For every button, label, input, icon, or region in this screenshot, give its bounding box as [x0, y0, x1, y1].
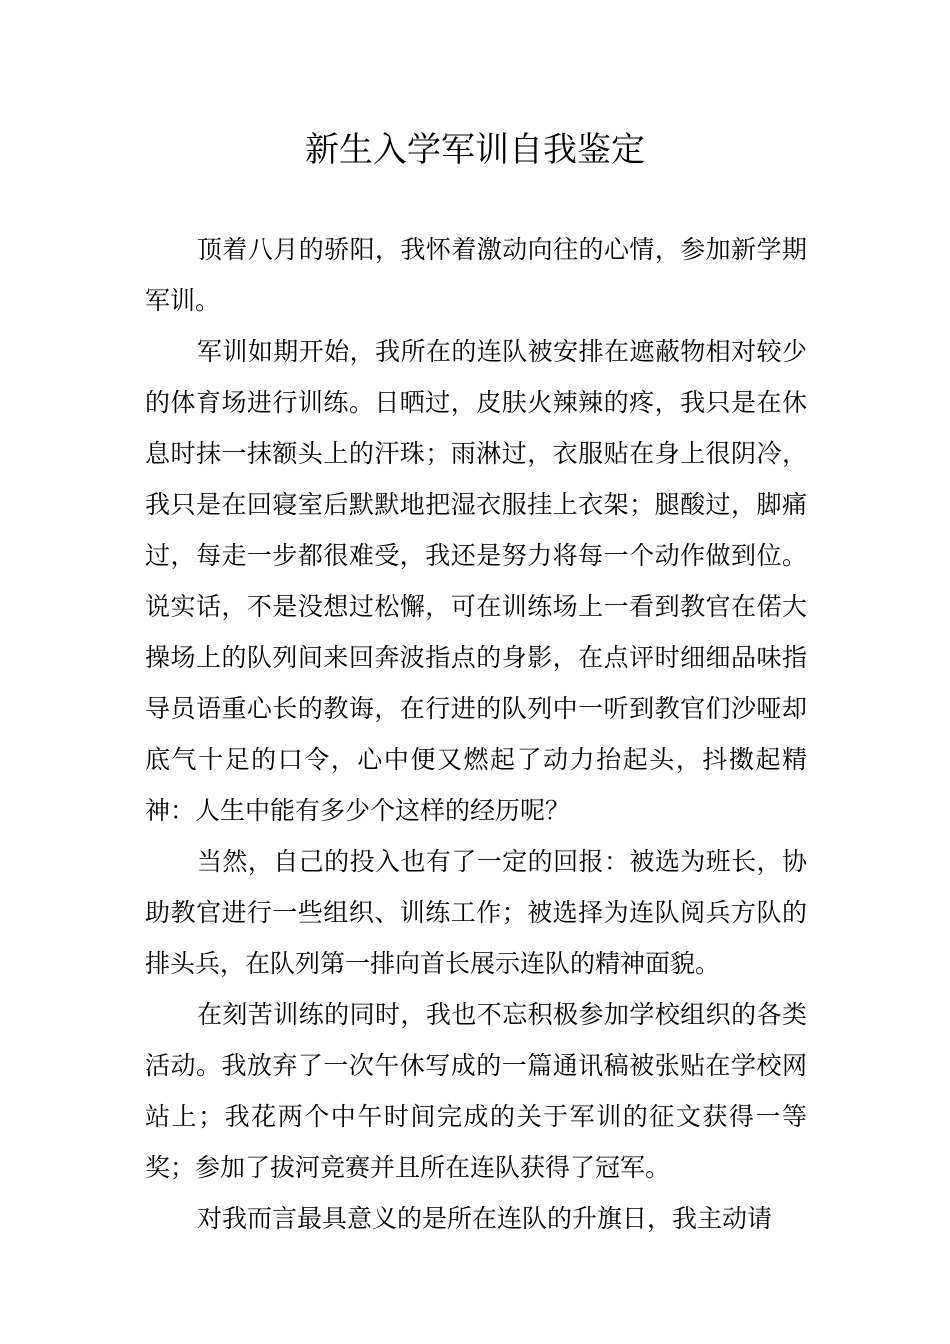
- document-title: 新生入学军训自我鉴定: [305, 130, 645, 170]
- paragraph-2: 军训如期开始，我所在的连队被安排在遮蔽物相对较少的体育场进行训练。日晒过，皮肤火辣辣的疼，我只是在休息时抹一抹额头上的汗珠；雨淋过，衣服贴在身上很阴冷，我只是在回寝室后默默地把湿衣服挂上衣架；腿酸过，脚痛过，每走一步都很难受，我还是努力将每一个动作做到位。说实话，不是没想过松懈，可在训练场上一看到教官在偌大操场上的队列间来回奔波指点的身影，在点评时细细品味指导员语重心长的教诲，在行进的队列中一听到教官们沙哑却底气十足的口令，心中便又燃起了动力抬起头，抖擞起精神：人生中能有多少个这样的经历呢？: [145, 337, 807, 825]
- document-body: [145, 224, 807, 1244]
- paragraph-3: 当然，自己的投入也有了一定的回报：被选为班长，协助教官进行一些组织、训练工作；被选择为连队阅兵方队的排头兵，在队列第一排向首长展示连队的精神面貌。: [145, 847, 807, 978]
- paragraph-4: 在刻苦训练的同时，我也不忘积极参加学校组织的各类活动。我放弃了一次午休写成的一篇通讯稿被张贴在学校网站上；我花两个中午时间完成的关于军训的征文获得一等奖；参加了拔河竞赛并且所在连队获得了冠军。: [145, 1000, 807, 1182]
- paragraph-5: 对我而言最具意义的是所在连队的升旗日，我主动请: [197, 1204, 773, 1233]
- paragraph-1: 顶着八月的骄阳，我怀着激动向往的心情，参加新学期军训。: [145, 235, 807, 315]
